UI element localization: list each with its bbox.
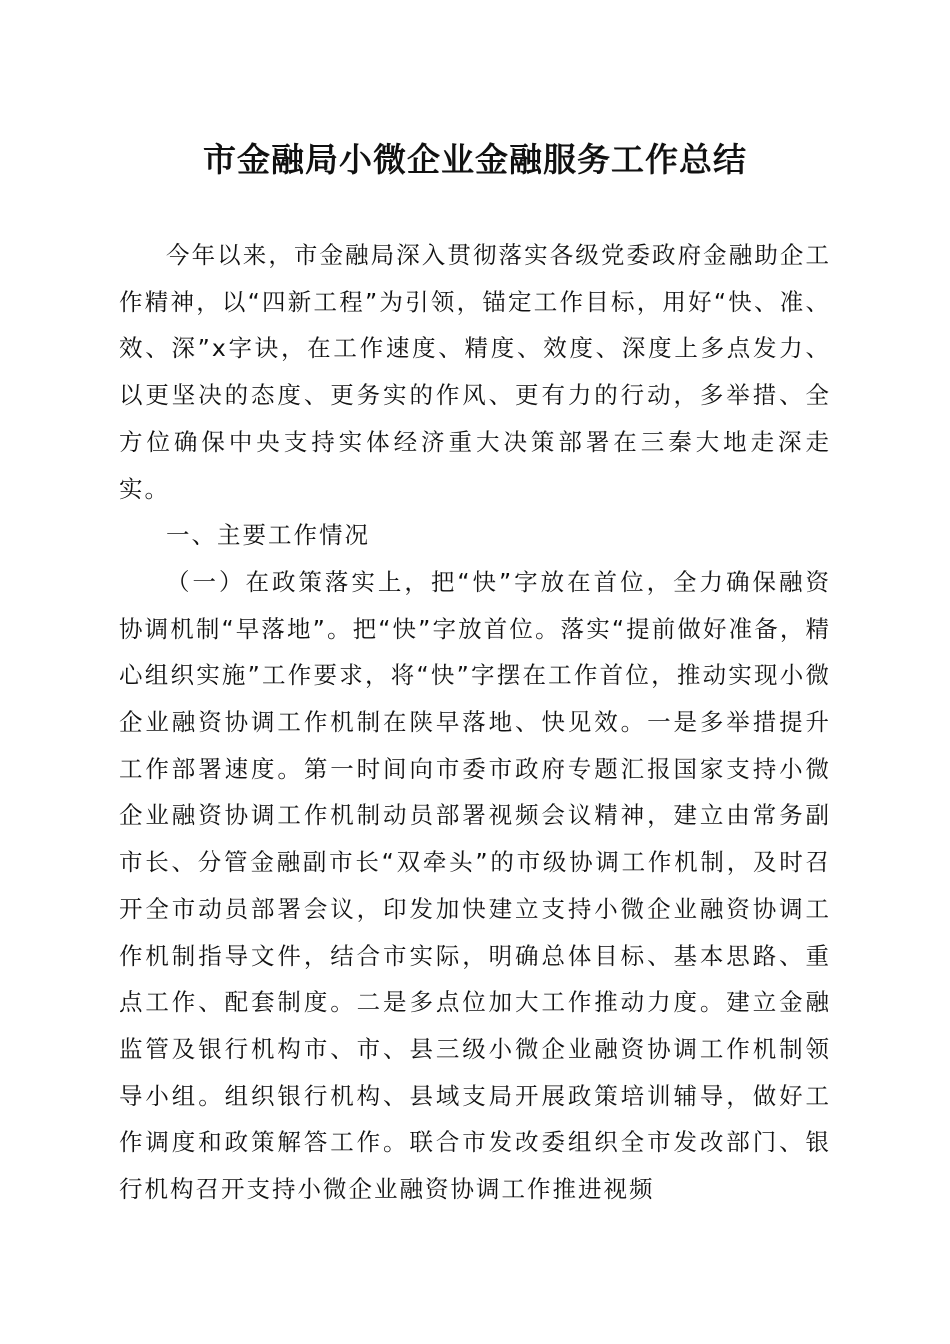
intro-paragraph: 今年以来，市金融局深入贯彻落实各级党委政府金融助企工作精神，以“四新工程”为引领，锚定工作目标，用好“快、准、效、深”x字诀，在工作速度、精度、效度、深度上多点发力、以更坚决的态度、更务实的作风、更有力的行动，多举措、全方位确保中央支持实体经济重大决策部署在三秦大地走深走实。 <box>119 241 831 503</box>
section-heading: 一、主要工作情况 <box>166 521 370 550</box>
document-body <box>119 232 831 1213</box>
section-paragraph: （一）在政策落实上，把“快”字放在首位，全力确保融资协调机制“早落地”。把“快”字放首位。落实“提前做好准备，精心组织实施”工作要求，将“快”字摆在工作首位，推动实现小微企业融资协调工作机制在陕早落地、快见效。一是多举措提升工作部署速度。第一时间向市委市政府专题汇报国家支持小微企业融资协调工作机制动员部署视频会议精神，建立由常务副市长、分管金融副市长“双牵头”的市级协调工作机制，及时召开全市动员部署会议，印发加快建立支持小微企业融资协调工作机制指导文件，结合市实际，明确总体目标、基本思路、重点工作、配套制度。二是多点位加大工作推动力度。建立金融监管及银行机构市、市、县三级小微企业融资协调工作机制领导小组。组织银行机构、县域支局开展政策培训辅导，做好工作调度和政策解答工作。联合市发改委组织全市发改部门、银行机构召开支持小微企业融资协调工作推进视频 <box>119 567 831 1204</box>
document-title: 市金融局小微企业金融服务工作总结 <box>203 140 747 179</box>
